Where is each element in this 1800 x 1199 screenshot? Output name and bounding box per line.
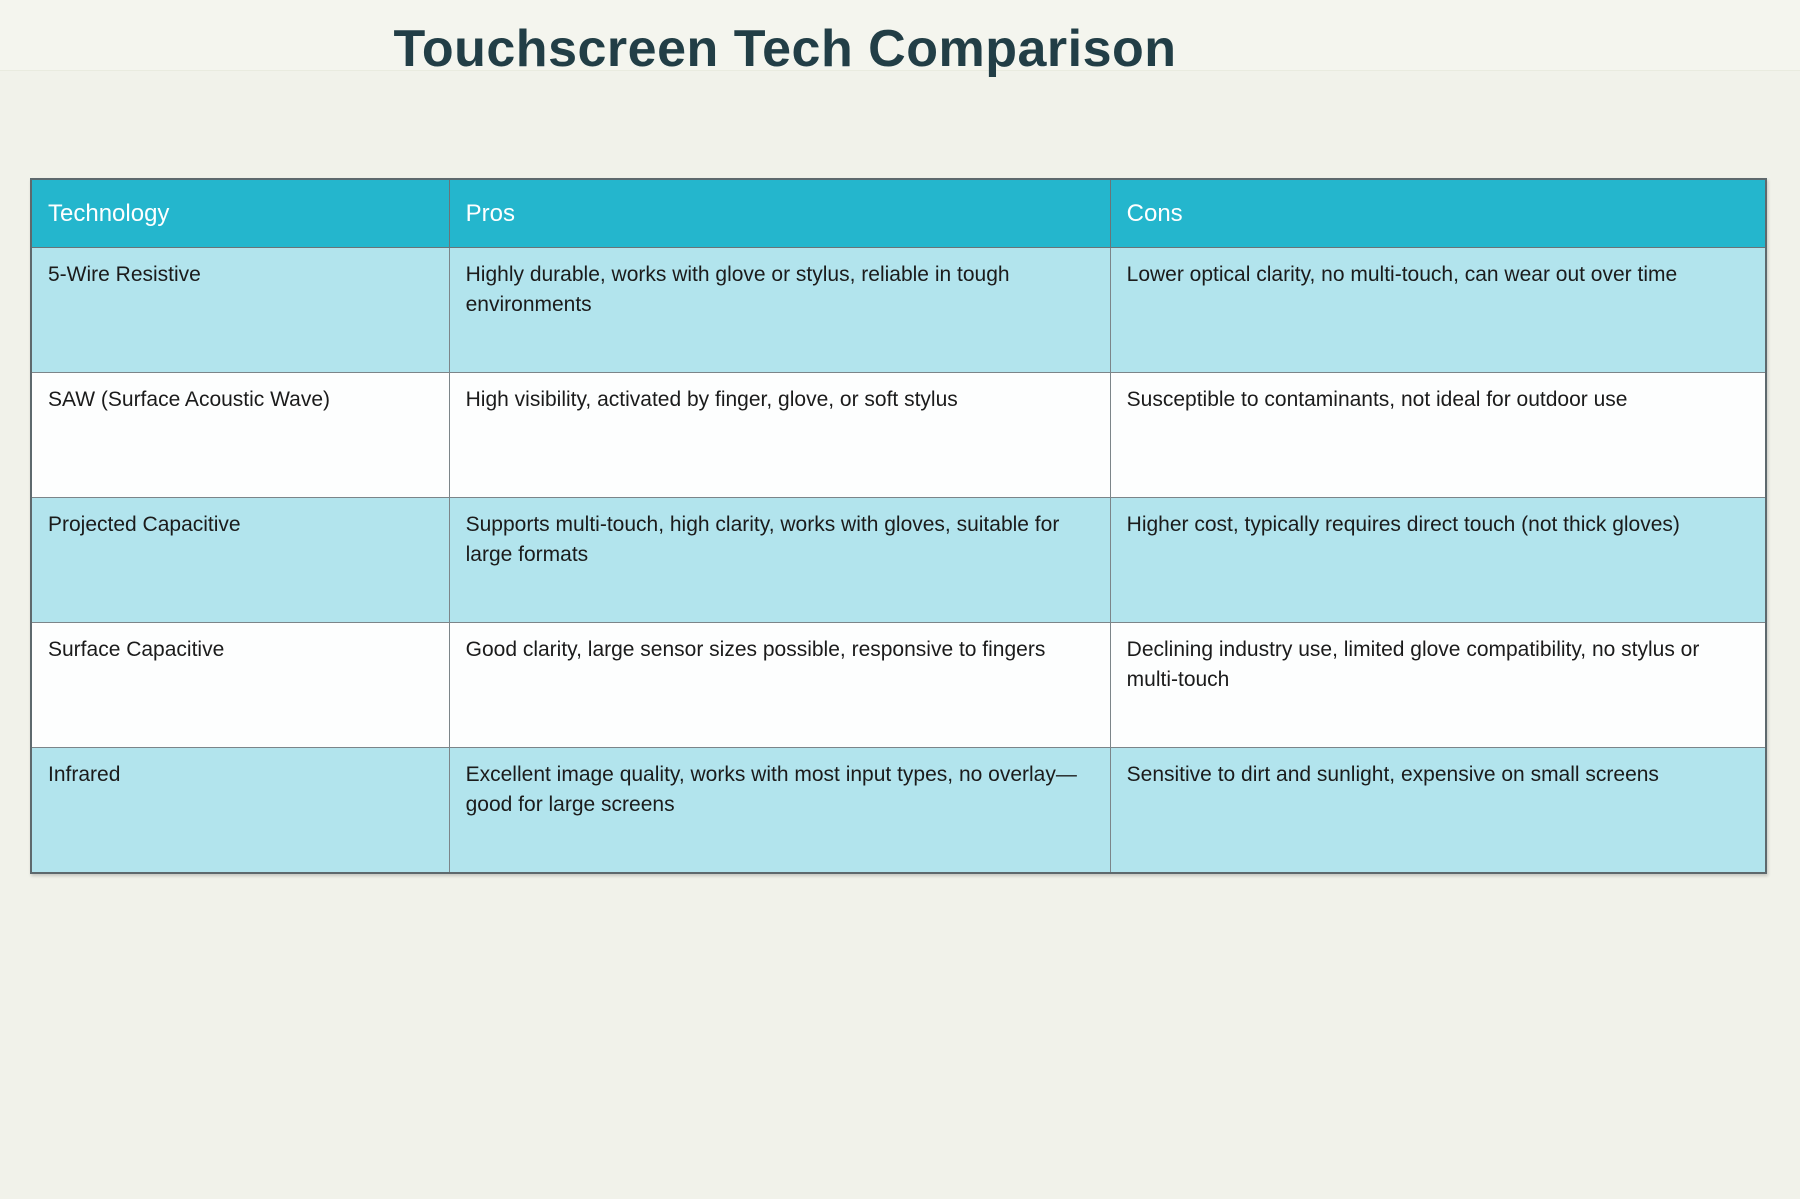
cell-cons: Susceptible to contaminants, not ideal for outdoor use (1110, 373, 1766, 498)
column-header-cons: Cons (1110, 179, 1766, 248)
column-header-technology: Technology (31, 179, 449, 248)
cell-technology: 5-Wire Resistive (31, 248, 449, 373)
comparison-table-container (30, 178, 1767, 874)
table-row (31, 373, 1766, 498)
cell-technology: Surface Capacitive (31, 623, 449, 748)
cell-pros: High visibility, activated by finger, glove, or soft stylus (449, 373, 1110, 498)
cell-technology: SAW (Surface Acoustic Wave) (31, 373, 449, 498)
cell-pros: Excellent image quality, works with most input types, no overlay—good for large screens (449, 748, 1110, 874)
cell-pros: Good clarity, large sensor sizes possible, responsive to fingers (449, 623, 1110, 748)
table-row (31, 498, 1766, 623)
cell-cons: Lower optical clarity, no multi-touch, can wear out over time (1110, 248, 1766, 373)
cell-technology: Projected Capacitive (31, 498, 449, 623)
cell-cons: Sensitive to dirt and sunlight, expensive on small screens (1110, 748, 1766, 874)
cell-pros: Highly durable, works with glove or stylus, reliable in tough environments (449, 248, 1110, 373)
cell-pros: Supports multi-touch, high clarity, works with gloves, suitable for large formats (449, 498, 1110, 623)
cell-cons: Declining industry use, limited glove compatibility, no stylus or multi-touch (1110, 623, 1766, 748)
comparison-table (30, 178, 1767, 874)
table-row (31, 623, 1766, 748)
cell-cons: Higher cost, typically requires direct touch (not thick gloves) (1110, 498, 1766, 623)
page-title: Touchscreen Tech Comparison (393, 19, 1177, 78)
column-header-pros: Pros (449, 179, 1110, 248)
table-row (31, 248, 1766, 373)
table-row (31, 748, 1766, 874)
cell-technology: Infrared (31, 748, 449, 874)
table-header-row (31, 179, 1766, 248)
